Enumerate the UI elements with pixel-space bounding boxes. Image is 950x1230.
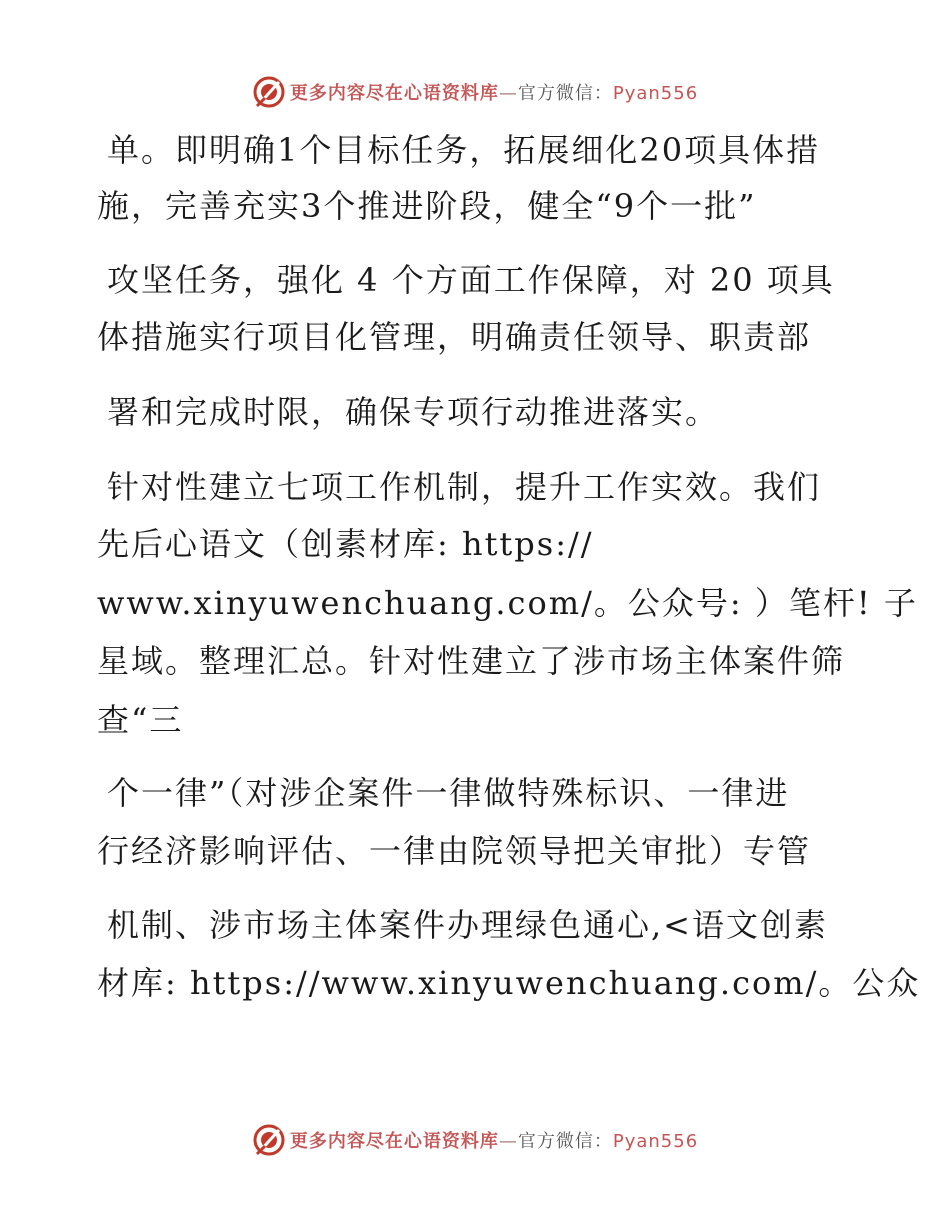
footer-watermark xyxy=(0,1120,950,1160)
pen-logo-icon xyxy=(252,75,286,109)
watermark-dash: — xyxy=(498,83,518,104)
watermark-text xyxy=(290,1127,698,1153)
text-line: 查“三 xyxy=(97,701,184,739)
watermark-main: 更多内容尽在心语资料库 xyxy=(289,83,499,104)
text-line: 材库: https://www.xinyuwenchuang.com/。公众 xyxy=(97,964,921,1002)
text-line: 行经济影响评估、一律由院领导把关审批）专管 xyxy=(97,832,812,870)
text-line: 机制、涉市场主体案件办理绿色通心,<语文创素 xyxy=(107,906,828,944)
watermark-dash: — xyxy=(498,1131,518,1152)
text-line: 针对性建立七项工作机制，提升工作实效。我们 xyxy=(107,468,822,506)
text-line: 个一律”（对涉企案件一律做特殊标识、一律进 xyxy=(107,774,790,812)
watermark-official-label: 官方微信： xyxy=(517,1131,613,1152)
text-line: 施，完善充实3个推进阶段，健全“9个一批” xyxy=(97,187,757,225)
pen-logo-icon xyxy=(252,1123,286,1157)
text-line: 攻坚任务，强化 4 个方面工作保障，对 20 项具 xyxy=(107,261,835,299)
watermark-wechat-id: Pyan556 xyxy=(612,83,699,104)
text-line: 体措施实行项目化管理，明确责任领导、职责部 xyxy=(97,318,812,356)
text-line: 星域。整理汇总。针对性建立了涉市场主体案件筛 xyxy=(97,642,846,680)
text-line: www.xinyuwenchuang.com/。公众号: ）笔杆! 子 xyxy=(97,584,918,622)
header-watermark xyxy=(0,72,950,112)
watermark-text xyxy=(290,79,698,105)
watermark-official-label: 官方微信： xyxy=(517,83,613,104)
text-line: 单。即明确1个目标任务，拓展细化20项具体措 xyxy=(107,131,821,169)
watermark-wechat-id: Pyan556 xyxy=(612,1131,699,1152)
watermark-main: 更多内容尽在心语资料库 xyxy=(289,1131,499,1152)
text-line: 署和完成时限，确保专项行动推进落实。 xyxy=(107,393,720,431)
text-line: 先后心语文（创素材库: https:// xyxy=(97,525,594,563)
